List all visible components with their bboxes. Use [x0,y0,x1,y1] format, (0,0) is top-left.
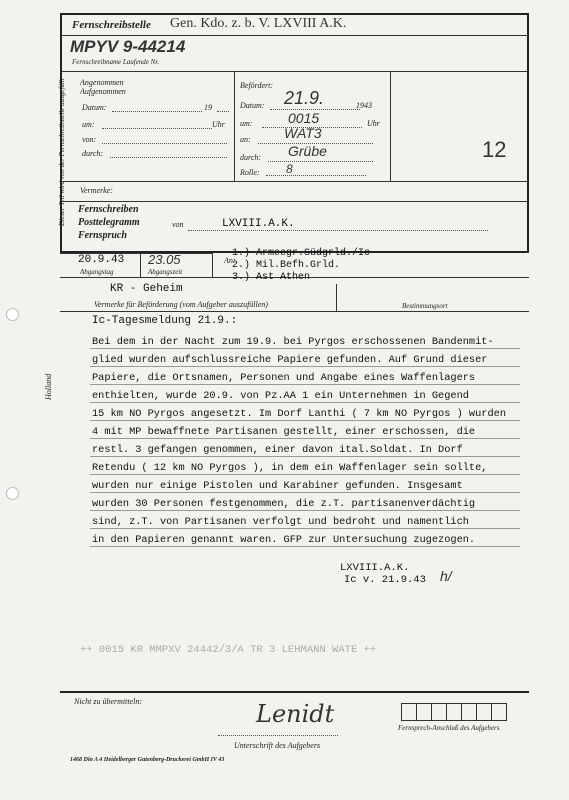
received-durch-label: durch: [82,149,104,158]
message-line: glied wurden aufschlussreiche Papiere gefunden. Auf Grund dieser [92,354,488,366]
form-header-box [60,13,529,253]
sent-um-value: 0015 [288,110,320,126]
type-von-value: LXVIII.A.K. [222,218,295,230]
message-line: 15 km NO Pyrgos angesetzt. Im Dorf Lanthi ( 7 km NO Pyrgos ) wurden [92,408,507,420]
message-name-value: MPYV 9-44214 [70,37,186,56]
punch-hole [6,487,19,500]
recipient-3: 3.) Ast Athen [232,272,311,283]
vermerke-label: Vermerke: [80,186,113,195]
punch-hole [6,308,19,321]
message-sign-date: Ic v. 21.9.43 [344,574,426,586]
vermerke-note: Vermerke für Beförderung (vom Aufgeber auszufüllen) [94,300,268,309]
initials: h/ [440,568,452,584]
dispatch-date-label: Abgangstag [80,268,114,276]
dispatch-time-label: Abgangszeit [148,268,183,276]
message-sign-unit: LXVIII.A.K. [340,562,410,574]
sent-datum-label: Datum: [240,101,265,110]
message-heading: Ic-Tagesmeldung 21.9.: [92,315,238,327]
dispatch-time: 23.05 [148,252,181,267]
sent-rolle-label: Rolle: [240,168,260,177]
station-value: Gen. Kdo. z. b. V. LXVIII A.K. [170,16,347,31]
sent-an-label: an: [240,135,251,144]
received-uhr-label: Uhr [212,120,225,129]
side-stamp: Holland [44,373,53,400]
message-line: wurden 30 Personen festgenommen, die z.T. partisanenverdächtig [92,498,476,510]
message-name-label: Fernschreibname Laufende Nr. [72,58,160,66]
sent-datum-value: 21.9. [284,88,325,108]
message-line: 4 mit MP bewaffnete Partisanen gestellt, einer erschossen, die [92,426,476,438]
received-title-1: Angenommen [80,78,124,87]
station-label: Fernschreibstelle [72,19,151,31]
recipient-1: 1.) Armeegr.Südgrld./Ic [232,248,371,259]
received-datum-label: Datum: [82,103,107,112]
received-year-label: 19 [204,103,212,112]
nicht-label: Nicht zu übermitteln: [74,697,142,706]
signature: Lenidt [256,700,335,728]
sent-durch-label: durch: [240,153,262,162]
bestimmungsort-label: Bestimmungsort [402,302,448,310]
dispatch-an-label: An: [224,256,236,265]
teleprinter-tape-line: ++ 0015 KR MMPXV 24442/3/A TR 3 LEHMANN WATE ++ [80,644,377,656]
message-line: Retendu ( 12 km NO Pyrgos ), in dem ein Waffenlager sein sollte, [92,462,488,474]
type-fernschreiben: Fernschreiben [78,204,139,215]
sent-year: 1943 [356,101,372,110]
classification: KR - Geheim [110,283,183,295]
phone-label: Fernsprech-Anschluß des Aufgebers [398,724,500,732]
signature-label: Unterschrift des Aufgebers [234,741,321,750]
sent-an-value: WAT3 [284,125,322,141]
message-line: sind, z.T. von Partisanen verfolgt und bedroht und namentlich [92,516,469,528]
dispatch-date: 20.9.43 [78,254,125,266]
printer-note: 1468 Din A 4 Heidelberger Gutenberg-Druckerei GmbH IV 43 [70,757,225,763]
corner-number: 12 [482,137,507,162]
message-line: wurden nur einige Pistolen und Karabiner gefunden. Insgesamt [92,480,463,492]
sent-um-label: um: [240,119,253,128]
sent-durch-value: Grübe [288,143,327,159]
side-note: Dieser Teil wird von der Fernschreibstelle ausgefüllt [58,78,66,226]
message-line: Bei dem in der Nacht zum 19.9. bei Pyrgos erschossenen Bandenmit- [92,336,494,348]
sent-rolle-value: 8 [286,162,293,176]
message-line: in den Papieren genannt waren. GFP zur Untersuchung zugezogen. [92,534,476,546]
type-von-label: von [172,220,184,229]
phone-boxes [402,703,507,721]
type-posttelegramm: Posttelegramm [78,217,140,228]
type-fernspruch: Fernspruch [78,230,127,241]
message-line: restl. 3 gefangen genommen, einer davon ital.Soldat. In Dorf [92,444,463,456]
received-title-2: Aufgenommen [80,87,126,96]
received-um-label: um: [82,120,95,129]
message-line: Papiere, die Ortsnamen, Personen und Angabe eines Waffenlagers [92,372,476,384]
message-line: enthielten, wurde 20.9. von Pz.AA 1 ein Unternehmen in Gegend [92,390,469,402]
sent-uhr-label: Uhr [367,119,380,128]
sent-title: Befördert: [240,81,274,90]
recipient-2: 2.) Mil.Befh.Grld. [232,260,341,271]
received-von-label: von: [82,135,97,144]
